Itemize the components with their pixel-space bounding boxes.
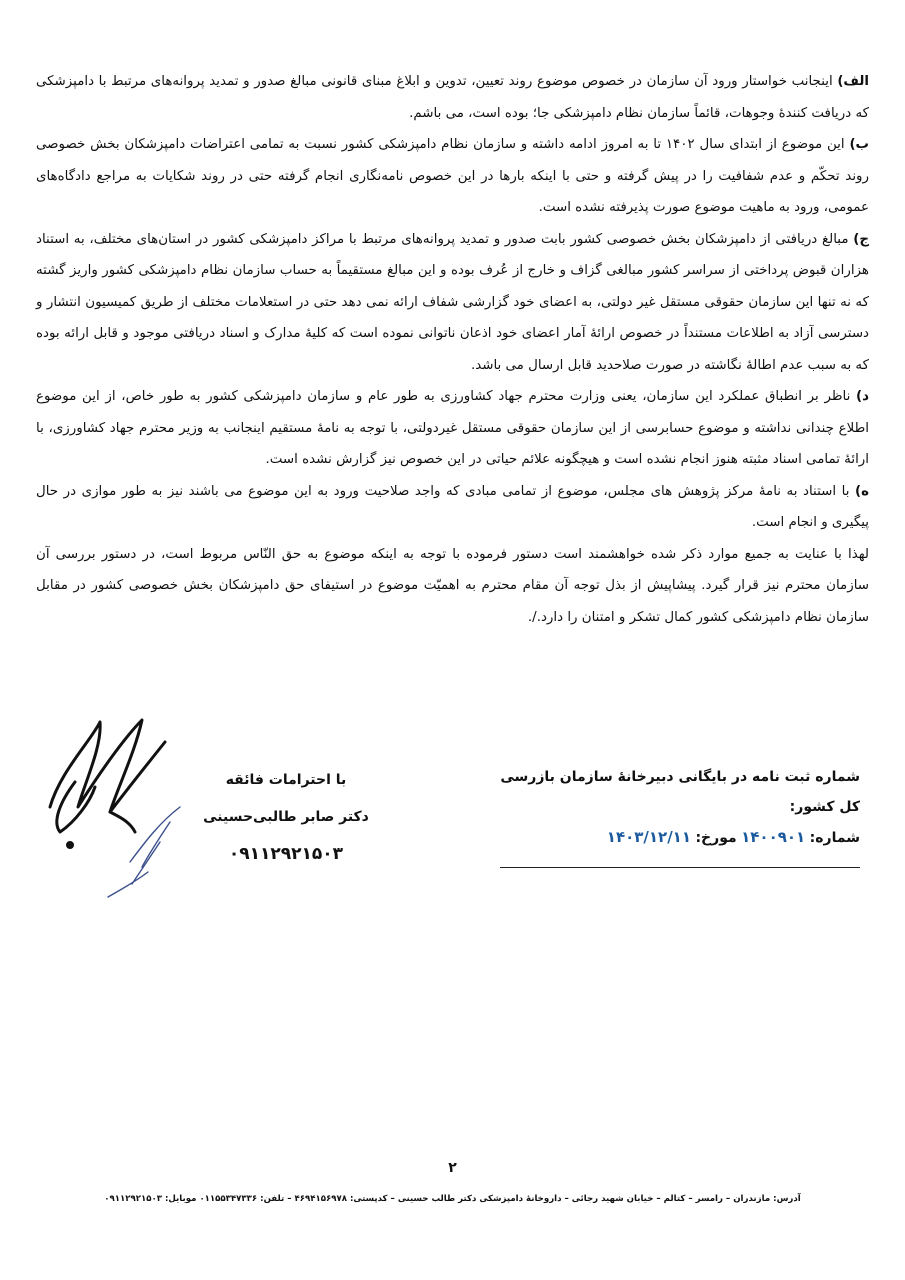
registration-number: ۱۴۰۰۹۰۱ xyxy=(741,828,806,846)
signer-name: دکتر صابر طالبی‌حسینی xyxy=(203,809,369,825)
letter-body xyxy=(36,66,869,633)
paragraph-label: د) xyxy=(856,389,869,404)
registration-date-label: مورخ: xyxy=(695,830,737,846)
closing-block xyxy=(196,762,376,873)
registration-block xyxy=(500,762,860,868)
paragraph-dal xyxy=(36,381,869,476)
paragraph-text: این موضوع از ابتدای سال ۱۴۰۲ تا به امروز ادامه داشته و سازمان نظام دامپزشکی کشور نسبت به تمامی اعتراضات دامپزشکان بخش خصوصی روند تحکّم و عدم شفافیت را در پیش گرفته و حتی با اینکه بارها در این خصوص نامه‌نگاری انجام گرفته حتی در روند شکایات به مراجع دادگاه‌های عمومی، ورود به ماهیت موضوع صورت پذیرفته نشده است. xyxy=(36,137,869,215)
signer-phone: ۰۹۱۱۲۹۲۱۵۰۳ xyxy=(228,844,344,864)
paragraph-be xyxy=(36,129,869,224)
paragraph-label: ب) xyxy=(849,137,870,152)
paragraph-label: الف) xyxy=(837,74,869,89)
paragraph-text: لهذا با عنایت به جمیع موارد ذکر شده خواهشمند است دستور فرموده با توجه به اینکه موضوع به حق النّاس مربوط است، در دستور بررسی آن سازمان محترم نیز قرار گیرد. پیشاپیش از بذل توجه آن مقام محترم به اهمیّت موضوع در استیفای حق دامپزشکان بخش خصوصی کشور در مقابل سازمان نظام دامپزشکی کشور کمال تشکر و امتنان را دارد./. xyxy=(36,546,869,625)
paragraph-he xyxy=(36,476,869,539)
registration-title: شماره ثبت نامه در بایگانی دبیرخانهٔ سازمان بازرسی کل کشور: xyxy=(500,769,860,815)
footer-address: آدرس: مازندران – رامسر – کتالم – خیابان شهید رجائی – داروخانهٔ دامپزشکی دکتر طالب حسینی – کدپستی: ۴۶۹۴۱۵۶۹۷۸ – تلفن: ۰۱۱۵۵۳۴۷۳۳۶ موبایل: ۰۹۱۱۲۹۲۱۵۰۳ xyxy=(104,1194,801,1204)
registration-number-label: شماره: xyxy=(809,830,860,846)
page-number: ۲ xyxy=(448,1160,457,1176)
paragraph-label: ج) xyxy=(853,231,869,247)
registration-date: ۱۴۰۳/۱۲/۱۱ xyxy=(606,828,691,846)
closing-regards: با احترامات فائقه xyxy=(225,772,347,788)
registration-rule xyxy=(500,867,860,868)
paragraph-text: اینجانب خواستار ورود آن سازمان در خصوص موضوع روند تعیین، تدوین و ابلاغ مبنای قانونی مبالغ صدور و تمدید پروانه‌های مرتبط با دامپزشکی که دریافت کنندهٔ وجوهات، قائماً سازمان نظام دامپزشکی جا؛ بوده است، می باشم. xyxy=(36,74,869,121)
paragraph-text: ناظر بر انطباق عملکرد این سازمان، یعنی وزارت محترم جهاد کشاورزی به طور عام و سازمان دامپزشکی کشور به طور خاص، از این موضوع اطلاع چندانی نداشته و موضوع حسابرسی از این سازمان حقوقی مستقل غیردولتی، با توجه به نامهٔ مستقیم اینجانب به وزیر محترم جهاد کشاورزی، با ارائهٔ تمامی اسناد مثبته هنوز انجام نشده است و هیچگونه علائم حیاتی در این خصوص نیز گزارش نشده است. xyxy=(36,389,869,467)
paragraph-label: ه) xyxy=(854,483,869,499)
paragraph-jim xyxy=(36,224,869,382)
paragraph-alef xyxy=(36,66,869,129)
paragraph-text: مبالغ دریافتی از دامپزشکان بخش خصوصی کشور بابت صدور و تمدید پروانه‌های مرتبط با مراکز دامپزشکی کشور در استان‌های مختلف، به استناد هزاران قبوض پرداختی از سراسر کشور مبالغی گزاف و خارج از عُرف بوده و این مبالغ مستقیماً به حساب سازمان نظام دامپزشکی کشور واریز گشته که نه تنها این سازمان حقوقی مستقل غیر دولتی، به اعضای خود گزارشی شفاف ارائه نمی دهد حتی در استعلامات مختلف از طریق کمیسیون انتشار و دسترسی آزاد به اطلاعات مستنداً در خصوص ارائهٔ آمار اعضای خود اذعان ناتوانی نموده است که کلیهٔ مدارک و اسناد دریافتی موجود و قابل ارائه بوده که به سبب عدم اطالهٔ نگاشته در صورت صلاحدید قابل ارسال می باشد. xyxy=(36,231,869,373)
registration-line xyxy=(500,822,860,853)
handwritten-signature xyxy=(30,712,190,912)
paragraph-conclusion xyxy=(36,539,869,634)
paragraph-text: با استناد به نامهٔ مرکز پژوهش های مجلس، موضوع از تمامی مبادی که واجد صلاحیت ورود به این موضوع می باشند نیز به طور موازی در حال پیگیری و انجام است. xyxy=(36,483,869,530)
